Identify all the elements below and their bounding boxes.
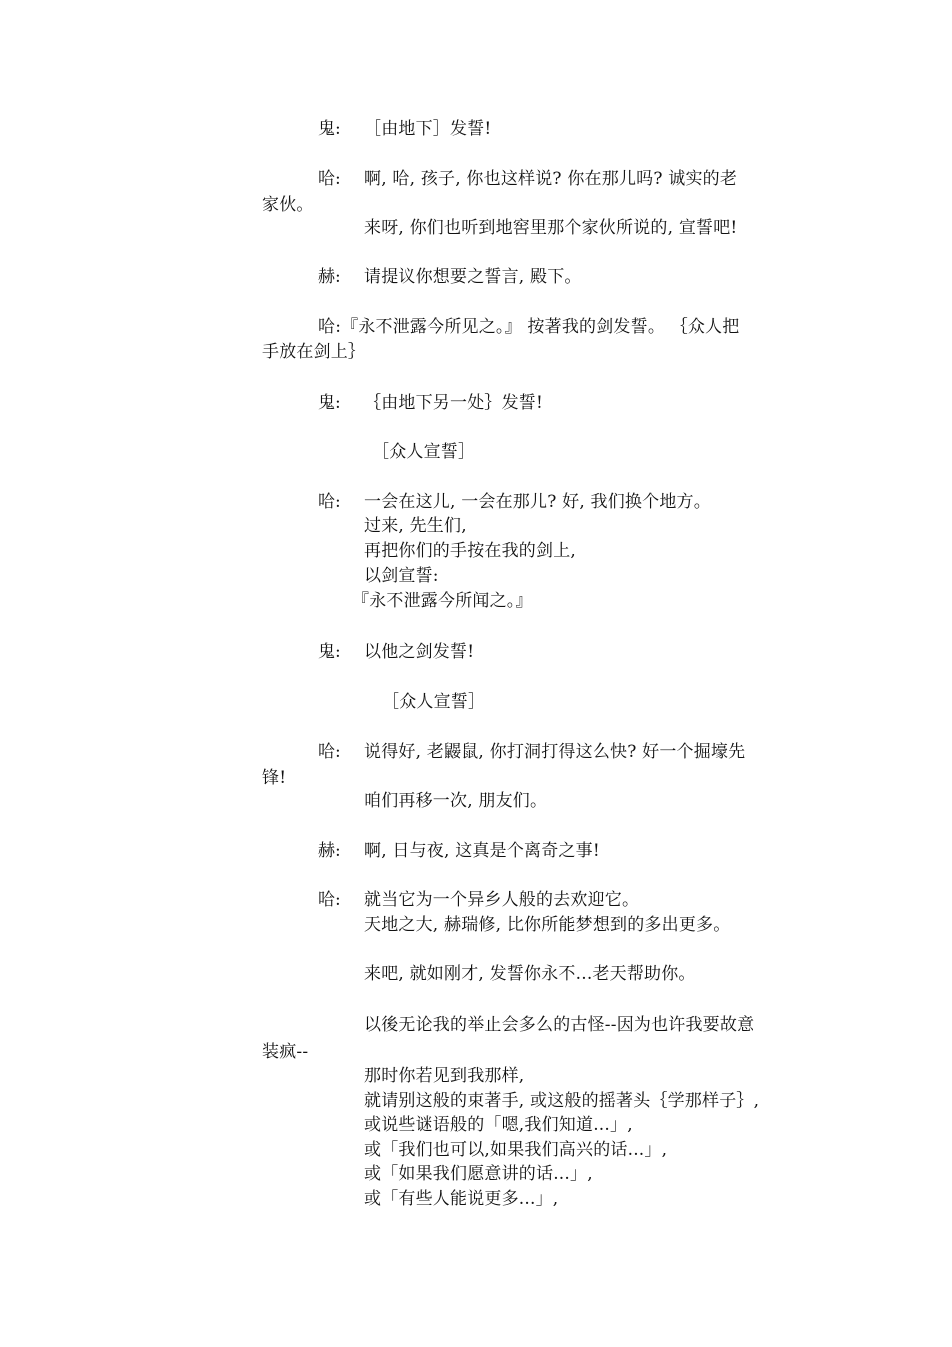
stage-direction: ［众人宣誓］ — [372, 442, 476, 462]
speaker-label: 赫: — [318, 267, 341, 287]
dialogue-line: 那时你若见到我那样, — [364, 1066, 525, 1086]
speaker-label: 哈: — [318, 890, 341, 910]
dialogue-wrap: 家伙。 — [262, 195, 314, 215]
dialogue-line: 请提议你想要之誓言, 殿下。 — [364, 267, 582, 287]
stage-direction: ［众人宣誓］ — [382, 692, 486, 712]
dialogue-line: 啊, 哈, 孩子, 你也这样说? 你在那儿吗? 诚实的老 — [364, 169, 738, 189]
dialogue-line: 天地之大, 赫瑞修, 比你所能梦想到的多出更多。 — [364, 915, 731, 935]
dialogue-line: ［由地下］发誓! — [364, 119, 492, 139]
dialogue-line: 以剑宣誓: — [364, 566, 439, 586]
dialogue-line: 或「如果我们愿意讲的话...」, — [364, 1164, 593, 1184]
dialogue-line: ｛由地下另一处｝发誓! — [364, 393, 544, 413]
dialogue-line: 再把你们的手按在我的剑上, — [364, 541, 577, 561]
dialogue-line: 过来, 先生们, — [364, 516, 467, 536]
dialogue-line: 『永不泄露今所闻之。』 — [352, 591, 533, 611]
dialogue-line: 或说些谜语般的「嗯,我们知道...」, — [364, 1115, 633, 1135]
dialogue-line: 来呀, 你们也听到地窖里那个家伙所说的, 宣誓吧! — [364, 218, 738, 238]
dialogue-wrap: 锋! — [262, 768, 287, 788]
dialogue-wrap: 手放在剑上｝ — [262, 342, 366, 362]
speaker-label: 哈: — [318, 169, 341, 189]
speaker-label: 鬼: — [318, 642, 341, 662]
speaker-label: 鬼: — [318, 119, 341, 139]
speaker-label: 赫: — [318, 841, 341, 861]
speaker-label: 鬼: — [318, 393, 341, 413]
dialogue-line: 咱们再移一次, 朋友们。 — [364, 791, 548, 811]
dialogue-wrap: 装疯-- — [262, 1042, 309, 1062]
dialogue-line: 一会在这儿, 一会在那儿? 好, 我们换个地方。 — [364, 492, 711, 512]
dialogue-line: 或「有些人能说更多...」, — [364, 1189, 559, 1209]
speaker-label: 哈: — [318, 492, 341, 512]
speaker-label: 哈: — [318, 742, 341, 762]
dialogue-line: 哈:『永不泄露今所见之。』 按著我的剑发誓。 ｛众人把 — [318, 317, 740, 337]
dialogue-line: 以他之剑发誓! — [364, 642, 475, 662]
dialogue-line: 就当它为一个异乡人般的去欢迎它。 — [364, 890, 640, 910]
dialogue-line: 来吧, 就如刚才, 发誓你永不...老天帮助你。 — [364, 964, 696, 984]
dialogue-line: 以後无论我的举止会多么的古怪--因为也许我要故意 — [364, 1015, 755, 1035]
dialogue-line: 就请别这般的束著手, 或这般的摇著头｛学那样子｝, — [364, 1091, 760, 1111]
dialogue-line: 啊, 日与夜, 这真是个离奇之事! — [364, 841, 600, 861]
dialogue-line: 说得好, 老鼹鼠, 你打洞打得这么快? 好一个掘壕先 — [364, 742, 746, 762]
dialogue-line: 或「我们也可以,如果我们高兴的话...」, — [364, 1140, 668, 1160]
